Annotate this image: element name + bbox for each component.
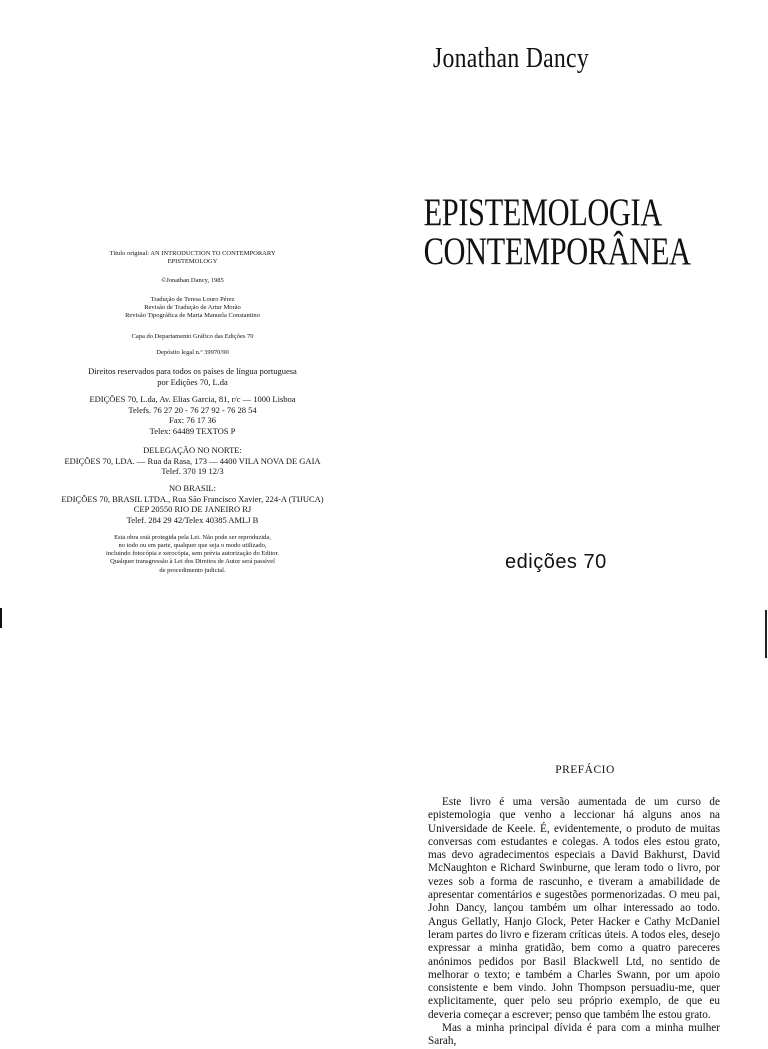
cover-credit — [40, 333, 345, 341]
brazil-office — [40, 483, 345, 526]
colophon-line: EDIÇÕES 70, BRASIL LTDA., Rua São Francisco Xavier, 224-A (TIJUCA) — [61, 493, 324, 504]
page-edge-mark — [765, 610, 767, 658]
publisher-logo: edições 70 — [505, 551, 607, 573]
colophon-line: Telex: 64489 TEXTOS P — [149, 425, 236, 436]
book-title-line-2: CONTEMPORÂNEA — [423, 230, 691, 273]
colophon-line: Depósito legal n.º 39970/90 — [156, 349, 229, 356]
colophon-line: Telefs. 76 27 20 - 76 27 92 - 76 28 54 — [128, 404, 257, 415]
copyright-notice — [40, 277, 345, 285]
colophon-line: CEP 20550 RIO DE JANEIRO RJ — [133, 504, 252, 515]
colophon-line: Telef. 370 19 12/3 — [161, 466, 224, 477]
colophon-line: EPISTEMOLOGY — [167, 258, 218, 266]
colophon-line: Tradução de Teresa Louro Pérez — [150, 296, 235, 303]
preface-body — [428, 796, 720, 1049]
colophon-line: de procedimento judicial. — [159, 566, 226, 574]
preface-paragraph: Este livro é uma versão aumentada de um curso de epistemologia que venho a leccionar há alguns anos na Universidade de Keele. É, evidentemente, o produto de muitas conversas com estudantes e colegas. A todos eles estou grato, mas devo agradecimentos especiais a David Bakhurst, David McNaughton e Richard Swinburne, que leram todo o livro, por vezes sob a forma de rascunho, e tiveram a amabilidade de apresentar comentários e sugestões pormenorizadas. O meu pai, John Dancy, lançou também um olhar interessado ao todo. Angus Gellatly, Hanjo Glock, Peter Hacker e Cathy McDaniel leram partes do livro e fizeram críticas úteis. A todos eles, desejo expressar a minha gratidão, bem como a quatro pareceres anónimos pedidos por Basil Blackwell Ltd, no sentido de melhorar o texto; e também a Charles Swann, por um apoio consistente e bem vindo. John Thompson persuadiu-me, quer explicitamente, quer pelo seu próprio exemplo, de que eu deveria começar a escrever; penso que também lhe estou grato. — [428, 796, 720, 1021]
colophon-line: Qualquer transgressão à Lei dos Direitos de Autor será passível — [110, 558, 275, 566]
colophon-line: Capa do Departamento Gráfico das Edições 70 — [131, 333, 254, 340]
copyright-warning — [40, 534, 345, 575]
page-edge-mark — [0, 608, 2, 628]
colophon-line: incluindo fotocópia e xerocópia, sem prévia autorização do Editor. — [106, 550, 279, 558]
colophon-line: Telef. 284 29 42/Telex 40385 AMLJ B — [126, 514, 259, 525]
colophon-line: por Edições 70, L.da — [157, 376, 228, 387]
colophon-line: NO BRASIL: — [169, 483, 216, 493]
original-title — [40, 250, 345, 266]
rights-notice — [40, 366, 345, 387]
publisher-address — [40, 394, 345, 437]
preface-heading: PREFÁCIO — [555, 764, 615, 776]
north-office — [40, 445, 345, 477]
colophon-line: ©Jonathan Dancy, 1985 — [161, 277, 224, 284]
colophon-line: Fax: 76 17 36 — [169, 415, 216, 426]
colophon-line: Direitos reservados para todos os países de língua portuguesa — [88, 366, 297, 376]
translation-credits — [40, 296, 345, 320]
colophon-line: Esta obra está protegida pela Lei. Não pode ser reproduzida, — [114, 534, 271, 541]
legal-deposit — [40, 349, 345, 357]
preface-paragraph: Mas a minha principal dívida é para com a minha mulher Sarah, — [428, 1022, 720, 1048]
colophon-line: Revisão de Tradução de Artur Morão — [144, 304, 241, 312]
colophon-line: EDIÇÕES 70, LDA. — Rua da Rasa, 173 — 4400 VILA NOVA DE GAIA — [64, 455, 321, 466]
colophon-line: EDIÇÕES 70, L.da, Av. Elias Garcia, 81, r/c — 1000 Lisboa — [89, 394, 296, 404]
colophon-line: no todo ou em parte, qualquer que seja o modo utilizado, — [118, 542, 267, 550]
author-name: Jonathan Dancy — [433, 42, 589, 74]
book-title-line-1: EPISTEMOLOGIA — [423, 191, 662, 234]
colophon-line: DELEGAÇÃO NO NORTE: — [143, 445, 242, 455]
colophon-line: Revisão Tipográfica de Maria Manuela Constantino — [125, 312, 260, 320]
colophon-line: Título original: AN INTRODUCTION TO CONTEMPORARY — [109, 250, 276, 257]
